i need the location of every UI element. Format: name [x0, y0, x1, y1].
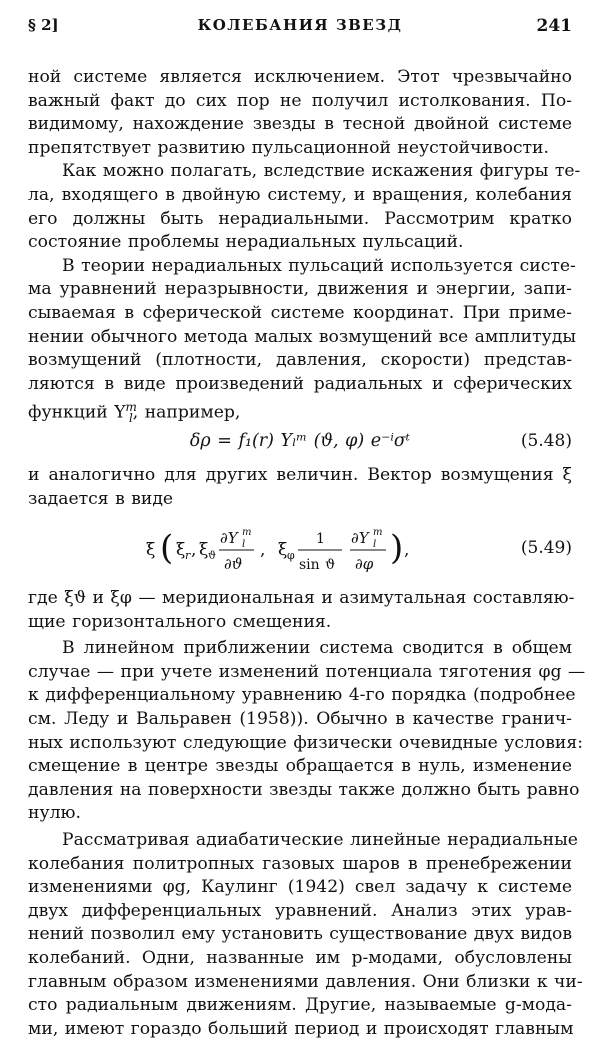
text-line: важный факт до сих пор не получил истолкования. По-: [28, 90, 572, 111]
svg-text:∂Y: ∂Y: [220, 529, 238, 548]
svg-text:ξ: ξ: [146, 540, 156, 561]
text-line: ных используют следующие физически очевидные условия:: [28, 732, 584, 753]
text-line: нулю.: [28, 803, 81, 824]
text-line: к дифференциальному уравнению 4-го порядка (подробнее: [28, 685, 576, 706]
svg-text:l: l: [373, 539, 377, 551]
svg-text:l: l: [242, 539, 246, 551]
text-line: ной системе является исключением. Этот чрезвычайно: [28, 67, 572, 87]
svg-text:(: (: [160, 528, 174, 569]
equation-5-49: [28, 517, 572, 579]
paragraph-4: [28, 464, 572, 511]
svg-text:ξ: ξ: [199, 540, 209, 561]
text-line: смещение в центре звезды обращается в нуль, изменение: [28, 756, 572, 777]
text-line: ла, входящего в двойную систему, и вращения, колебания: [28, 184, 572, 205]
text-line: см. Леду и Вальравен (1958)). Обычно в качестве гранич-: [28, 709, 572, 730]
equation-number: (5.48): [520, 430, 572, 451]
text-line: нений позволил ему установить существование двух видов: [28, 924, 573, 945]
paragraph-7: [28, 829, 583, 1041]
svg-text:r: r: [185, 549, 191, 563]
text-line: давления на поверхности звезды также должно быть равно: [28, 779, 580, 800]
svg-text:,: ,: [191, 540, 197, 561]
paragraph-3: [28, 255, 577, 426]
text-line: состояние проблемы нерадиальных пульсаций.: [28, 232, 464, 253]
svg-text:,: ,: [404, 540, 410, 561]
text-line: ляются в виде произведений радиальных и сферических: [28, 373, 572, 394]
text-line: возмущений (плотности, давления, скорости) представ-: [28, 350, 572, 371]
text-line: его должны быть нерадиальными. Рассмотрим кратко: [28, 208, 572, 229]
text-line: Рассматривая адиабатические линейные нерадиальные: [62, 830, 578, 851]
text-line: случае — при учете изменений потенциала тяготения φg —: [28, 661, 586, 682]
svg-text:m: m: [373, 527, 383, 539]
svg-text:m: m: [242, 527, 252, 539]
svg-text:ξ: ξ: [176, 540, 186, 561]
svg-text:): ): [390, 528, 404, 569]
text-line: сто радиальным движениям. Другие, называемые g-мода-: [28, 995, 572, 1016]
text-line: нении обычного метода малых возмущений все амплитуды: [28, 326, 577, 347]
text-line: и аналогично для других величин. Вектор возмущения ξ: [28, 464, 572, 485]
svg-text:ϑ: ϑ: [208, 549, 216, 563]
equation-number: (5.49): [520, 538, 572, 559]
text-line: видимому, нахождение звезды в тесной двойной системе: [28, 114, 572, 135]
running-header: [28, 16, 572, 40]
text-line: функций $Y^m_l$, например,: [28, 400, 241, 426]
text-line: двух дифференциальных уравнений. Анализ этих урав-: [28, 900, 572, 921]
text-line: Как можно полагать, вследствие искажения фигуры те-: [62, 161, 581, 182]
svg-text:1: 1: [316, 531, 325, 548]
equation-expression: δρ = f₁(r) Yₗᵐ (ϑ, φ) e⁻ⁱσᵗ: [189, 430, 411, 451]
svg-text:∂ϑ: ∂ϑ: [224, 555, 243, 574]
equation-graphic: [146, 517, 476, 579]
chapter-title: КОЛЕБАНИЯ ЗВЕЗД: [197, 16, 403, 34]
svg-text:∂φ: ∂φ: [355, 555, 374, 574]
text-line: сываемая в сферической системе координат. При приме-: [28, 302, 572, 323]
paragraph-6: [28, 637, 586, 826]
text-line: ма уравнений неразрывности, движения и энергии, запи-: [28, 279, 572, 300]
svg-text:sin ϑ: sin ϑ: [299, 557, 336, 574]
text-line: В линейном приближении система сводится в общем: [62, 638, 572, 659]
text-line: ми, имеют гораздо больший период и происходят главным: [28, 1018, 574, 1039]
equation-5-48: [28, 424, 572, 462]
text-line: главным образом изменениями давления. Они близки к чи-: [28, 971, 583, 992]
text-line: колебания политропных газовых шаров в пренебрежении: [28, 853, 572, 874]
text-line: где ξϑ и ξφ — меридиональная и азимутальная составляю-: [28, 588, 575, 609]
paragraph-2: [28, 160, 581, 254]
paragraph-5: [28, 587, 575, 634]
paragraph-1: [28, 66, 572, 160]
text-line: препятствует развитию пульсационной неустойчивости.: [28, 137, 549, 158]
text-line: изменениями φg, Каулинг (1942) свел задачу к системе: [28, 877, 572, 898]
text-body: [28, 66, 586, 1041]
text-line: колебаний. Одни, названные им p-модами, обусловлены: [28, 948, 572, 968]
section-marker: § 2]: [28, 16, 59, 34]
svg-text:φ: φ: [287, 549, 295, 563]
svg-text:ξ: ξ: [278, 540, 288, 561]
svg-text:∂Y: ∂Y: [351, 529, 369, 548]
text-line: щие горизонтального смещения.: [28, 611, 332, 632]
text-line: задается в виде: [28, 488, 174, 509]
text-line: В теории нерадиальных пульсаций используется систе-: [62, 255, 576, 276]
svg-text:,: ,: [260, 540, 266, 561]
page-number: 241: [536, 16, 572, 36]
